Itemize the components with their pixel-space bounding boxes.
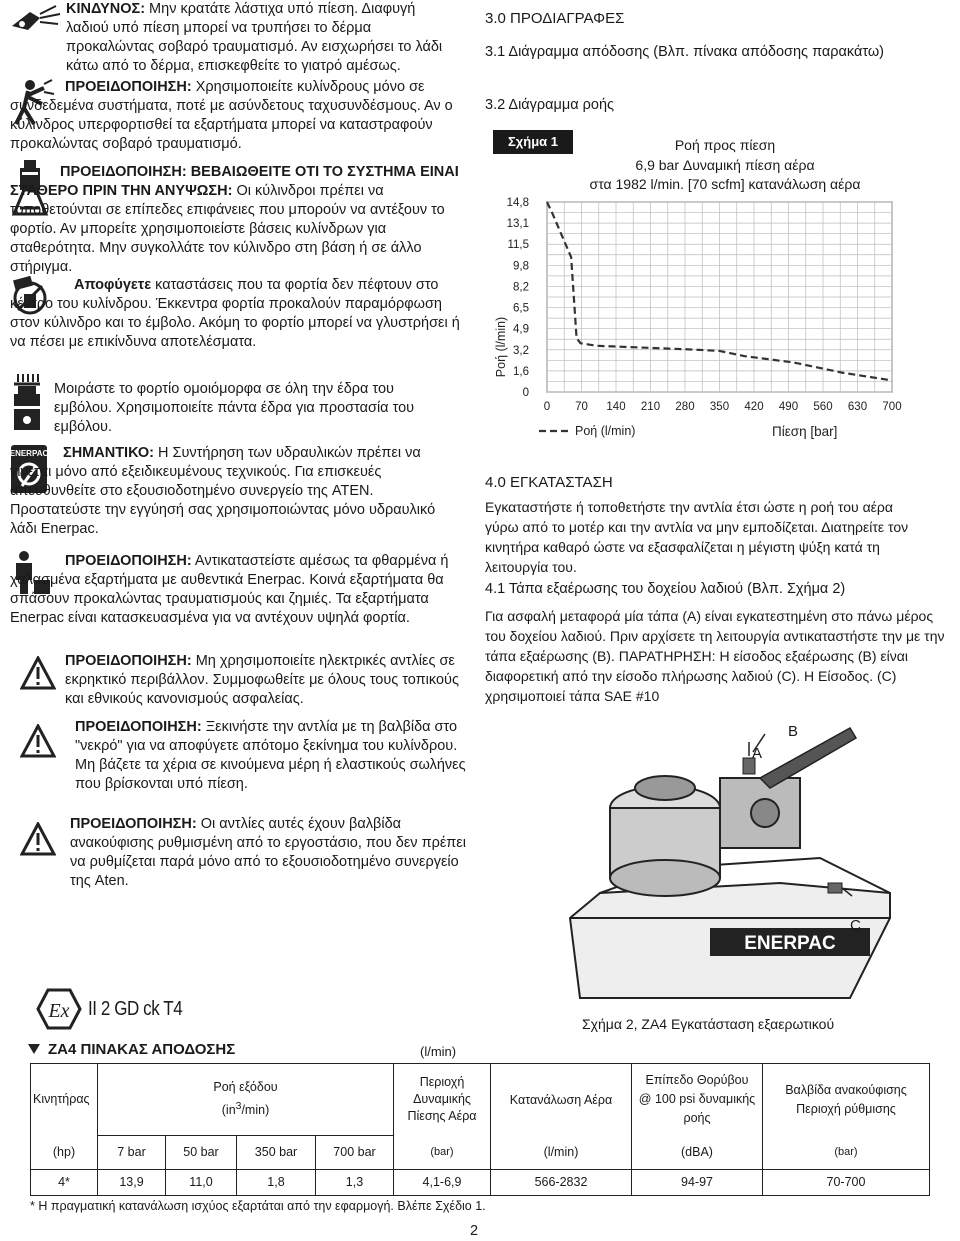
warning-text: Οι αντλίες αυτές έχουν βαλβίδα ανακούφισης ρυθμισμένη από το εργοστάσιο, που δεν πρέπει να ρυθμίζεται παρά μόνο από το εξουσιοδοτημένο συνεργείο της Aten. <box>70 816 466 889</box>
warning-text: Ξεκινήστε την αντλία με τη βαλβίδα στο "νεκρό" για να αποφύγετε απότομο ξεκίνημα του κυλίνδρου. Μη βάζετε τα χέρια σε κινούμενα μέρη ή ελαστικούς σωλήνες που βρίσκονται υπό πίεση. <box>75 719 466 792</box>
header-350bar: 350 bar <box>237 1136 316 1170</box>
x-tick-label: 0 <box>543 401 551 413</box>
y-tick-label: 8,2 <box>513 281 529 294</box>
y-tick-label: 6,5 <box>513 302 529 315</box>
section-4-1-paragraph: Για ασφαλή μεταφορά μία τάπα (A) είναι εγκατεστημένη στο πάνω μέρος του δοχείου λαδιού. Πριν αρχίσετε τη λειτουργία αντικαταστήστε την με την τάπα εξαέρωσης (B). ΠΑΡΑΤΗΡΗΣΗ: Η είσοδος εξαέρωσης (B) είναι διαφορετική από την είσοδο πλήρωσης λαδιού (C). Η Είσοδος. (C) χρησιμοποιεί τάπα SAE #10 <box>485 608 945 704</box>
header-air-range-unit: (bar) <box>394 1136 491 1170</box>
page-number: 2 <box>470 1223 479 1239</box>
y-tick-label: 9,8 <box>513 260 529 273</box>
y-tick-label: 1,6 <box>513 365 529 378</box>
y-tick-label: 0 <box>522 387 529 399</box>
warning-couplers <box>10 78 460 154</box>
legend-label: Ροή (l/min) <box>575 424 636 438</box>
x-tick-label: 630 <box>847 401 868 413</box>
figure-2-caption: Σχήμα 2, ZA4 Εγκατάσταση εξαερωτικού <box>582 1016 835 1032</box>
cell-flow-700: 1,3 <box>316 1170 394 1196</box>
section-4-heading: 4.0 ΕΓΚΑΤΑΣΤΑΣΗ <box>485 474 613 491</box>
y-tick-label: 13,1 <box>506 218 529 231</box>
x-tick-label: 70 <box>575 401 588 413</box>
warning-label: ΠΡΟΕΙΔΟΠΟΙΗΣΗ: ΒΕΒΑΙΩΘΕΙΤΕ ΟΤΙ ΤΟ ΣΥΣΤΗΜΑ ΕΙΝΑΙ ΣΤΑΘΕΡΟ ΠΡΙΝ ΤΗΝ ΑΝΥΨΩΣΗ: <box>10 164 459 199</box>
x-tick-label: 350 <box>709 401 730 413</box>
warning-label: ΠΡΟΕΙΔΟΠΟΙΗΣΗ: <box>70 816 197 832</box>
warning-text: Χρησιμοποιείτε κυλίνδρους μόνο σε συνδεδεμένα συστήματα, ποτέ με ασύνδετους ταχυσυνδέσμους. Αν ο κύλινδρος υπερφορτισθεί τα εξαρτήματα μπορεί να καταστραφούν προκαλώντας σοβαρό τραυματισμό. <box>10 79 453 152</box>
cell-consumption: 566-2832 <box>491 1170 632 1196</box>
table-footnote: * Η πραγματική κατανάλωση ισχύος εξαρτάται από την εφαρμογή. Βλέπε Σχέδιο 1. <box>30 1199 486 1213</box>
x-tick-label: 140 <box>606 401 626 413</box>
high-pressure-danger-icon <box>10 4 66 34</box>
danger-label: ΚΙΝΔΥΝΟΣ: <box>66 1 146 17</box>
warning-triangle-icon <box>20 724 56 758</box>
label-c: C <box>850 917 861 934</box>
warning-relief-valve <box>70 815 470 891</box>
brand-logo: ENERPAC <box>744 933 836 954</box>
y-tick-label: 14,8 <box>506 197 529 209</box>
label-a: A <box>752 745 763 762</box>
cell-flow-7: 13,9 <box>98 1170 166 1196</box>
triangle-down-icon <box>28 1044 40 1054</box>
warning-text: Αντικαταστείστε αμέσως τα φθαρμένα ή χαλασμένα εξαρτήματα με αυθεντικά Enerpac. Κοινά εξαρτήματα θα σπάσουν προκαλώντας τραυματισμούς και ζημιές. Τα εξαρτήματα Enerpac είναι κατασκευασμένα για να αντέχουν υψηλά φορτία. <box>10 553 449 626</box>
x-tick-label: 280 <box>675 401 695 413</box>
header-700bar: 700 bar <box>316 1136 394 1170</box>
warning-label: ΠΡΟΕΙΔΟΠΟΙΗΣΗ: <box>65 79 192 95</box>
y-axis-label: Ροή (l/min) <box>494 316 508 378</box>
label-b: B <box>788 723 799 740</box>
svg-text:Ex: Ex <box>48 1000 70 1022</box>
cell-air-range: 4,1-6,9 <box>394 1170 491 1196</box>
flow-pressure-chart <box>485 186 925 446</box>
danger-text: Μην κρατάτε λάστιχα υπό πίεση. Διαφυγή λαδιού υπό πίεση μπορεί να τρυπήσει το δέρμα προκαλώντας σοβαρό τραυματισμό. Αν εισχωρήσει το λάδι κάτω από το δέρμα, επισκεφθείτε το γιατρό αμέσως. <box>66 1 443 74</box>
warning-label: ΠΡΟΕΙΔΟΠΟΙΗΣΗ: <box>65 653 192 669</box>
warning-triangle-icon <box>20 822 56 856</box>
warning-text: Μη χρησιμοποιείτε ηλεκτρικές αντλίες σε εκρηκτικό περιβάλλον. Συμμοφωθείτε με όλους τους τοπικούς και εθνικούς κανονισμούς ασφαλείας. <box>65 653 459 707</box>
cell-flow-350: 1,8 <box>237 1170 316 1196</box>
svg-text:ENERPAC: ENERPAC <box>10 449 48 458</box>
warning-replace-parts <box>10 552 465 628</box>
figure-1-label: Σχήμα 1 <box>493 130 573 154</box>
header-valve: Βαλβίδα ανακούφισης Περιοχή ρύθμισης <box>763 1064 930 1136</box>
warning-triangle-icon <box>20 656 56 690</box>
chart-subtitle-1: 6,9 bar Δυναμική πίεση αέρα <box>635 157 815 173</box>
warning-start-pump <box>75 718 470 794</box>
header-valve-unit: (bar) <box>763 1136 930 1170</box>
table-title-text: ZA4 ΠΙΝΑΚΑΣ ΑΠΟΔΟΣΗΣ <box>48 1041 236 1058</box>
x-axis-label: Πίεση [bar] <box>772 424 838 439</box>
header-air-range: Περιοχή Δυναμικής Πίεσης Αέρα <box>394 1064 491 1136</box>
y-tick-label: 3,2 <box>513 344 529 357</box>
cell-noise: 94-97 <box>632 1170 763 1196</box>
x-tick-label: 700 <box>882 401 902 413</box>
warning-label: Αποφύγετε <box>74 277 152 293</box>
cell-valve: 70-700 <box>763 1170 930 1196</box>
important-text: Η Συντήρηση των υδραυλικών πρέπει να γίνεται μόνο από εξειδικευμένους τεχνικούς. Για επισκευές απευθυνθείτε στο εξουσιοδοτημένο συνεργείο της ATEN. Προστατεύστε την εγγύησή σας χρησιμοποιώντας μόνο υδραυλικό λάδι Enerpac. <box>10 445 436 537</box>
table-row <box>31 1170 930 1196</box>
atex-ex-hexagon-icon <box>36 988 82 1030</box>
cell-motor: 4* <box>31 1170 98 1196</box>
header-noise-unit: (dBA) <box>632 1136 763 1170</box>
header-50bar: 50 bar <box>166 1136 237 1170</box>
warning-label: ΠΡΟΕΙΔΟΠΟΙΗΣΗ: <box>65 553 192 569</box>
section-4-paragraph: Εγκαταστήστε ή τοποθετήστε την αντλία έτσι ώστε η ροή του αέρα γύρω από το μοτέρ και την αντλία να μην εμποδίζεται. Διατηρείτε τον κινητήρα καθαρό ώστε να εξασφαλίζεται η μέγιστη ψύξη κατά τη λειτουργία του. <box>485 499 909 575</box>
note-text: Μοιράστε το φορτίο ομοιόμορφα σε όλη την έδρα του εμβόλου. Χρησιμοποιείτε πάντα έδρα για προστασία του εμβόλου. <box>54 381 415 435</box>
section-3-heading: 3.0 ΠΡΟΔΙΑΓΡΑΦΕΣ <box>485 10 625 27</box>
distribute-load-note <box>54 380 454 437</box>
important-service-note <box>10 444 465 539</box>
warning-off-center-loads <box>10 276 460 352</box>
header-flow: Ροή εξόδου $(in^3/\min)$ <box>98 1064 394 1136</box>
section-3-2: 3.2 Διάγραμμα ροής <box>485 97 615 113</box>
cell-flow-50: 11,0 <box>166 1170 237 1196</box>
header-consumption: Κατανάλωση Αέρα <box>491 1064 632 1136</box>
header-consumption-unit: (l/min) <box>491 1136 632 1170</box>
important-label: ΣΗΜΑΝΤΙΚΟ: <box>63 445 154 461</box>
x-tick-label: 490 <box>778 401 799 413</box>
x-tick-label: 560 <box>813 401 833 413</box>
saddle-load-icon <box>10 372 44 432</box>
section-3-1: 3.1 Διάγραμμα απόδοσης (Βλπ. πίνακα απόδοσης παρακάτω) <box>485 44 885 60</box>
warning-text: Οι κύλινδροι πρέπει να τοποθετούνται σε επίπεδες επιφάνειες που μπορούν να αντέξουν το φορτίο. Αν μπορείτε χρησιμοποιείστε βάσεις κυλίνδρων για σταθερότητα. Μην συγκολλάτε τον κύλινδρο στη βάση ή σε άλλο στήριγμα. <box>10 183 445 275</box>
header-7bar: 7 bar <box>98 1136 166 1170</box>
pump-illustration <box>560 718 900 1003</box>
header-noise: Επίπεδο Θορύβου @ 100 psi δυναμικής ροής <box>632 1064 763 1136</box>
header-motor: Κινητήρας <box>31 1064 98 1136</box>
table-unit-note: (l/min) <box>420 1044 457 1059</box>
x-tick-label: 420 <box>744 401 764 413</box>
chart-title: Ροή προς πίεση <box>674 137 776 153</box>
warning-explosive-env <box>65 652 475 709</box>
warning-stable-system <box>10 163 460 277</box>
warning-label: ΠΡΟΕΙΔΟΠΟΙΗΣΗ: <box>75 719 202 735</box>
atex-marking: II 2 GD ck T4 <box>88 998 183 1020</box>
header-motor-unit: (hp) <box>31 1136 98 1170</box>
section-4-1-heading: 4.1 Τάπα εξαέρωσης του δοχείου λαδιού (Βλπ. Σχήμα 2) <box>485 581 846 597</box>
warning-text: καταστάσεις που τα φορτία δεν πέφτουν στο κέντρο του κυλίνδρου. Έκκεντρα φορτία προκαλούν παραμόρφωση στον κύλινδρο και το έμβολο. Ακόμη το φορτίο μπορεί να γλυστρήσει ή να πέσει με επικίνδυνα αποτελέσματα. <box>10 277 460 350</box>
y-tick-label: 4,9 <box>513 323 529 336</box>
danger-warning <box>66 0 458 76</box>
x-tick-label: 210 <box>640 401 661 413</box>
y-tick-label: 11,5 <box>507 239 529 252</box>
table-title <box>28 1040 235 1059</box>
chart-subtitle-2: στα 1982 l/min. [70 scfm] κατανάλωση αέρα <box>589 176 861 192</box>
performance-table <box>30 1063 930 1196</box>
